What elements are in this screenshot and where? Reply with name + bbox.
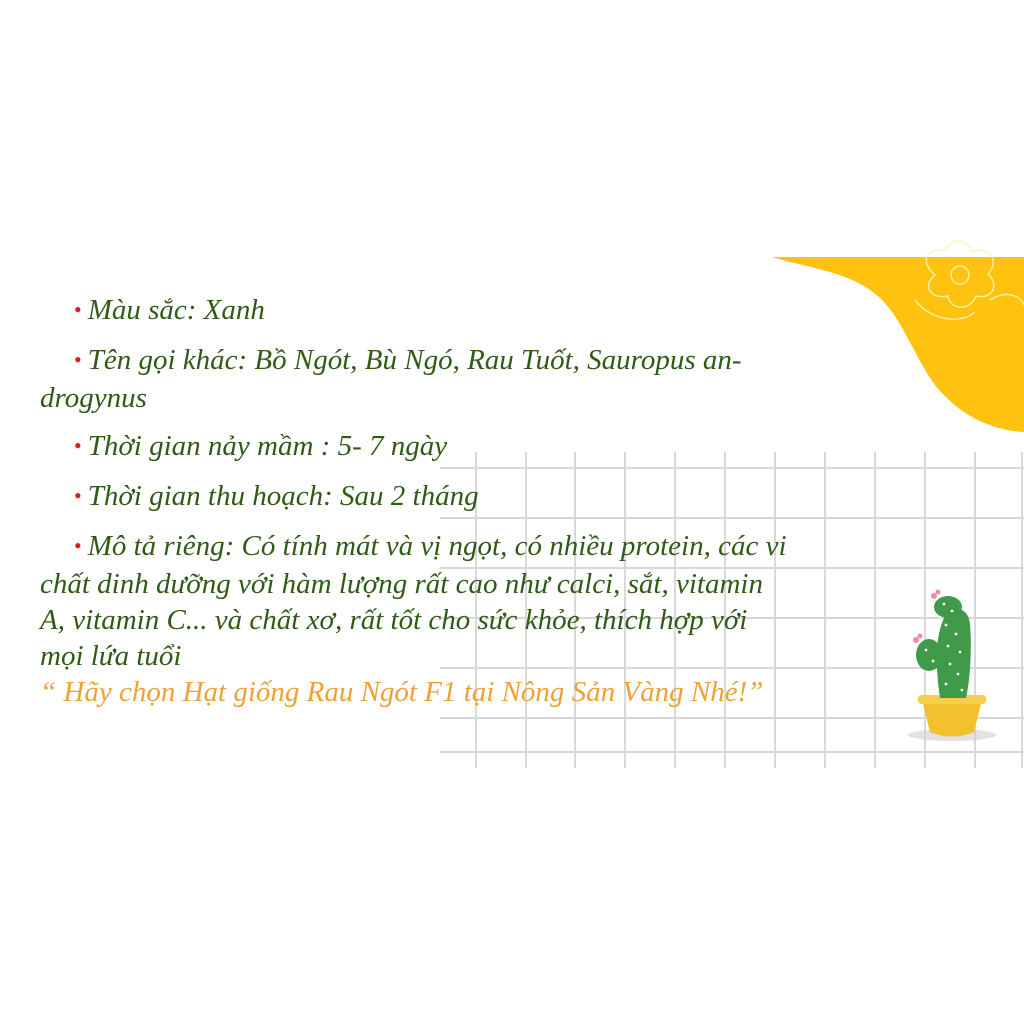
product-details xyxy=(40,292,920,710)
detail-other-names xyxy=(40,342,920,416)
bullet-dot: • xyxy=(74,483,82,508)
bullet-dot: • xyxy=(74,347,82,372)
bullet-dot: • xyxy=(74,297,82,322)
detail-description-cont-2: A, vitamin C... và chất xơ, rất tốt cho sức khỏe, thích hợp với xyxy=(40,604,748,636)
detail-harvest xyxy=(40,478,920,516)
bullet-dot: • xyxy=(74,533,82,558)
detail-description xyxy=(40,528,920,674)
promo-quote: “ Hãy chọn Hạt giống Rau Ngót F1 tại Nông Sản Vàng Nhé!” xyxy=(40,676,764,708)
detail-description-cont-3: mọi lứa tuổi xyxy=(40,640,182,672)
detail-color-text: Màu sắc: Xanh xyxy=(87,294,265,326)
detail-other-names-text: Tên gọi khác: Bồ Ngót, Bù Ngó, Rau Tuốt, Sauropus an- xyxy=(87,344,742,376)
detail-other-names-cont: drogynus xyxy=(40,382,147,414)
bullet-dot: • xyxy=(74,433,82,458)
detail-description-text: Mô tả riêng: Có tính mát và vị ngọt, có nhiều protein, các vi xyxy=(87,530,787,562)
detail-germination-text: Thời gian nảy mầm : 5- 7 ngày xyxy=(87,430,448,462)
detail-harvest-text: Thời gian thu hoạch: Sau 2 tháng xyxy=(87,480,479,512)
detail-color xyxy=(40,292,920,330)
detail-germination xyxy=(40,428,920,466)
detail-description-cont-1: chất dinh dưỡng với hàm lượng rất cao như calci, sắt, vitamin xyxy=(40,568,763,600)
